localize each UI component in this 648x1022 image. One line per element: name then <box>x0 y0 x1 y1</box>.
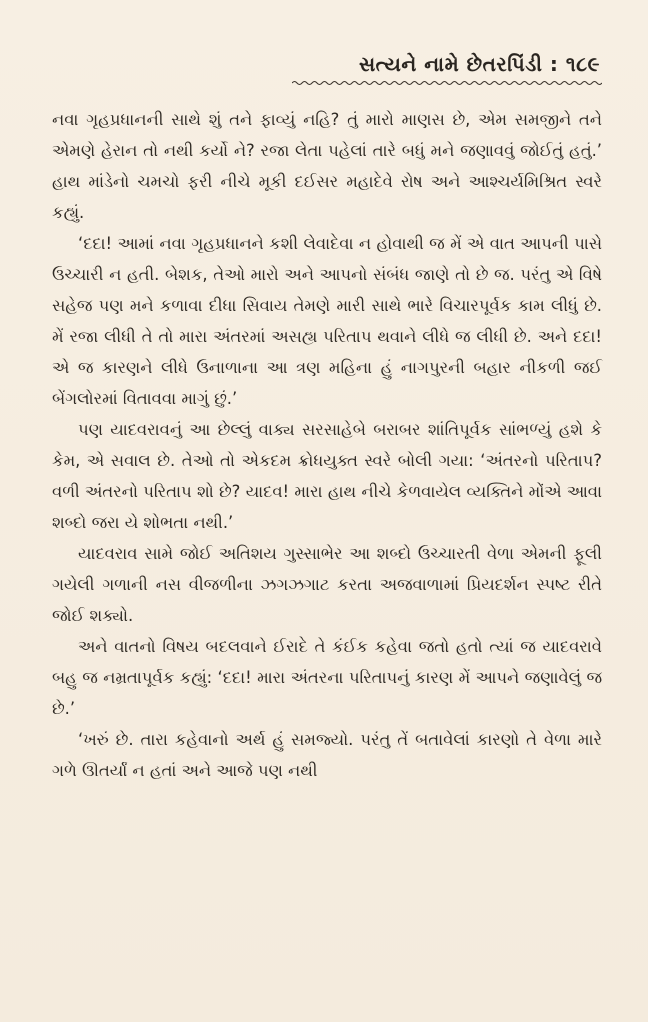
paragraph: ‘ખરું છે. તારા કહેવાનો અર્થ હું સમજ્યો. પરંતુ તેં બતાવેલાં કારણો તે વેળા મારે ગળે ઊતર્યાં ન હતાં અને આજે પણ નથી <box>52 730 602 780</box>
paragraph: અને વાતનો વિષય બદલવાને ઈરાદે તે કંઈક કહેવા જતો હતો ત્યાં જ યાદવરાવે બહુ જ નમ્રતાપૂર્વક કહ્યું: ‘દદા! મારા અંતરના પરિતાપનું કારણ મેં આપને જણાવેલું જ છે.’ <box>52 637 602 718</box>
paragraph: નવા ગૃહપ્રધાનની સાથે શું તને ફાવ્યું નહિ? તું મારો માણસ છે, એમ સમજીને તને એમણે હેરાન તો નથી કર્યો ને? રજા લેતા પહેલાં તારે બધું મને જણાવવું જોઈતું હતું.’ હાથ માંડેનો ચમચો ફરી નીચે મૂકી દઈસર મહાદેવે રોષ અને આશ્ચર્યમિશ્રિત સ્વરે કહ્યું. <box>52 110 602 222</box>
paragraph: ‘દદા! આમાં નવા ગૃહપ્રધાનને કશી લેવાદેવા ન હોવાથી જ મેં એ વાત આપની પાસે ઉચ્ચારી ન હતી. બેશક, તેઓ મારો અને આપનો સંબંધ જાણે તો છે જ. પરંતુ એ વિષે સહેજ પણ મને કળાવા દીધા સિવાય તેમણે મારી સાથે ભારે વિચારપૂર્વક કામ લીધું છે. મેં રજા લીધી તે તો મારા અંતરમાં અસહ્ય પરિતાપ થવાને લીધે જ લીધી છે. અને દદા! એ જ કારણને લીધે ઉનાળાના આ ત્રણ મહિના હું નાગપુરની બહાર નીકળી જઈ બેંગલોરમાં વિતાવવા માગું છું.’ <box>52 234 602 408</box>
paragraph: યાદવરાવ સામે જોઈ અતિશય ગુસ્સાભેર આ શબ્દો ઉચ્ચારતી વેળા એમની ફૂલી ગયેલી ગળાની નસ વીજળીના ઝગઝગાટ કરતા અજવાળામાં પ્રિયદર્શન સ્પષ્ટ રીતે જોઈ શક્યો. <box>52 544 602 625</box>
paragraph: પણ યાદવરાવનું આ છેલ્લું વાક્ય સરસાહેબે બરાબર શાંતિપૂર્વક સાંભળ્યું હશે કે કેમ, એ સવાલ છે. તેઓ તો એકદમ ક્રોધયુક્ત સ્વરે બોલી ગયા: ‘અંતરનો પરિતાપ? વળી અંતરનો પરિતાપ શો છે? યાદવ! મારા હાથ નીચે કેળવાયેલ વ્યક્તિને મોંએ આવા શબ્દો જરા યે શોભતા નથી.’ <box>52 420 602 532</box>
running-header: સત્યને નામે છેતરપિંડી : ૧૮૯ <box>358 52 600 76</box>
header-wavy-rule <box>292 80 602 86</box>
body-text <box>52 104 602 786</box>
